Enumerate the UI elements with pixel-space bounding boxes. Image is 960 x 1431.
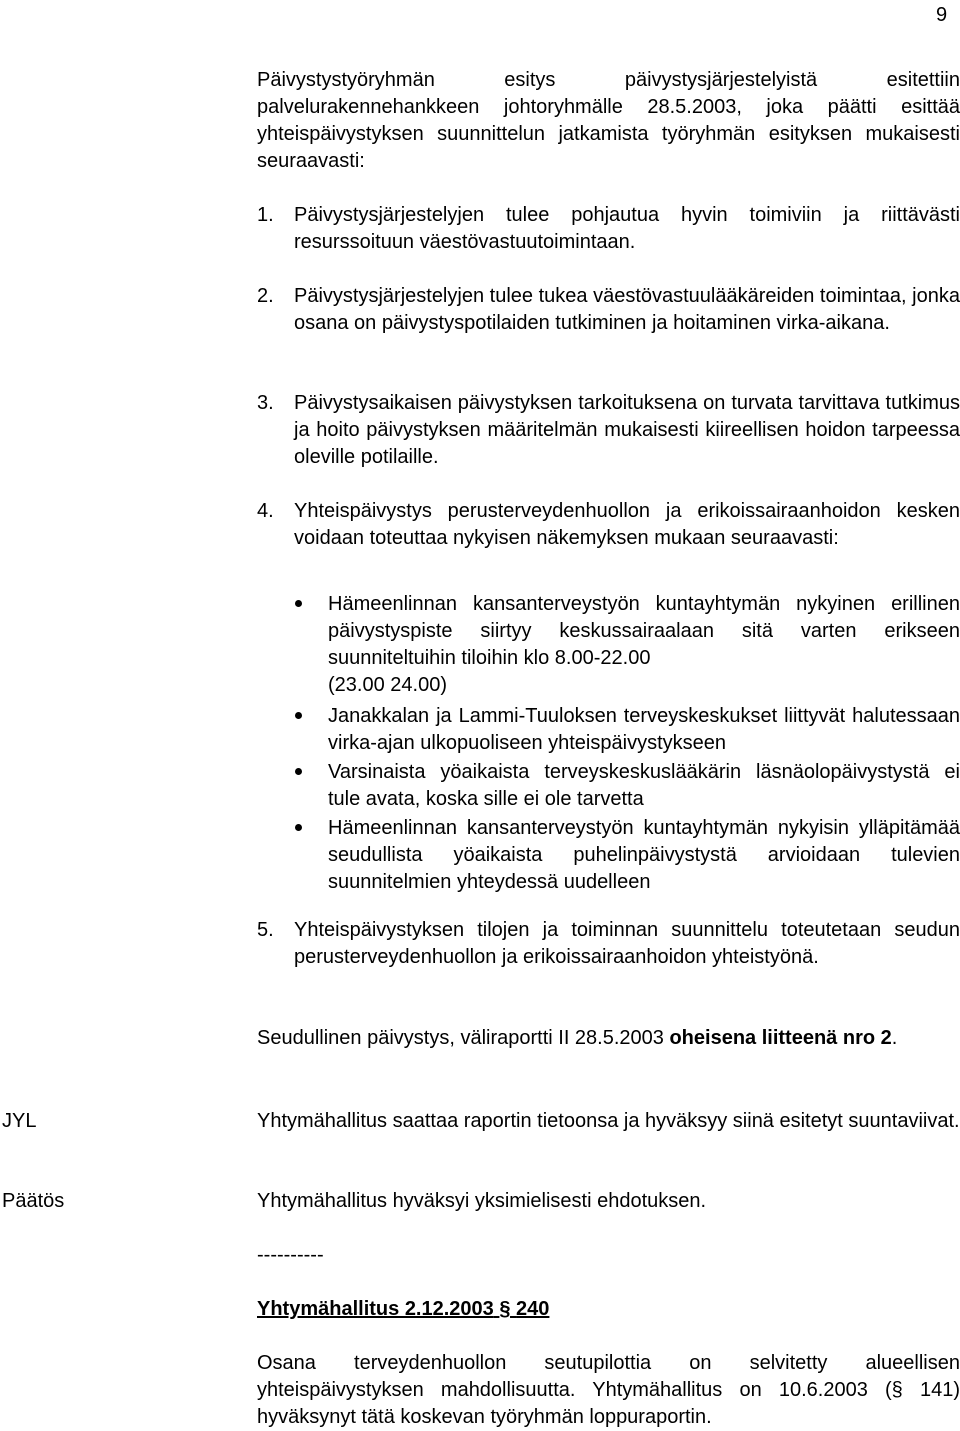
separator: ---------- [257, 1244, 324, 1266]
bullet-dot-icon [294, 759, 328, 813]
bullet-dot-icon [294, 591, 328, 699]
paatos-label: Päätös [2, 1190, 65, 1212]
item-text: Päivystysjärjestelyjen tulee pohjautua hyvin toimiviin ja riittävästi resurssoituun väestövastuutoimintaan. [294, 204, 960, 253]
page-number: 9 [936, 4, 948, 26]
bullet-text: Hämeenlinnan kansanterveystyön kuntayhtymän nykyisin ylläpitämää seudullista yöaikaista puhelinpäivystystä arvioidaan tulevien suunnitelmien yhteydessä uudelleen [328, 817, 960, 893]
final-paragraph: Osana terveydenhuollon seutupilottia on selvitetty alueellisen yhteispäivystyksen mahdollisuutta. Yhtymähallitus on 10.6.2003 (§ 141) hyväksynyt tätä koskevan työryhmän loppuraportin. [257, 1352, 960, 1428]
paatos-text: Yhtymähallitus hyväksyi yksimielisesti ehdotuksen. [257, 1190, 707, 1212]
item-text: Päivystysaikaisen päivystyksen tarkoituksena on turvata tarvittava tutkimus ja hoito päivystyksen määritelmän mukaisesti kiireellisen hoidon tarpeessa oleville potilaille. [294, 392, 960, 468]
section-heading: Yhtymähallitus 2.12.2003 § 240 [257, 1298, 550, 1320]
bullet-item [294, 759, 960, 813]
section-sign: § [499, 1298, 511, 1320]
item-number: 4. [257, 500, 274, 522]
bullet-text: Hämeenlinnan kansanterveystyön kuntayhtymän nykyinen erillinen päivystyspiste siirtyy keskussairaalaan sitä varten erikseen suunniteltuihin tiloihin klo 8.00-22.00 [328, 593, 960, 669]
jyl-label: JYL [2, 1110, 37, 1132]
list-item-4 [257, 498, 960, 552]
item-number: 2. [257, 285, 274, 307]
attachment-paragraph: Seudullinen päivystys, väliraportti II 28.5.2003 oheisena liitteenä nro 2. [257, 1027, 898, 1049]
item-number: 1. [257, 204, 274, 226]
item-text: Päivystysjärjestelyjen tulee tukea väestövastuulääkäreiden toimintaa, jonka osana on päivystyspotilaiden tutkiminen ja hoitaminen virka-aikana. [294, 285, 960, 334]
list-item-3 [257, 390, 960, 471]
bullet-item [294, 815, 960, 896]
bullet-dot-icon [294, 815, 328, 896]
bullet-extra: (23.00 24.00) [328, 674, 447, 696]
bullet-list [294, 591, 960, 896]
attachment-reference: oheisena liitteenä nro 2 [669, 1027, 892, 1049]
bullet-dot-icon [294, 703, 328, 757]
item-number: 3. [257, 392, 274, 414]
item-text: Yhteispäivystyksen tilojen ja toiminnan suunnittelu toteutetaan seudun perusterveydenhuollon ja erikoissairaanhoidon yhteistyönä. [294, 919, 960, 968]
list-item-2 [257, 283, 960, 337]
item-number: 5. [257, 919, 274, 941]
jyl-text: Yhtymähallitus saattaa raportin tietoonsa ja hyväksyy siinä esitetyt suuntaviivat. [257, 1110, 960, 1132]
bullet-text: Janakkalan ja Lammi-Tuuloksen terveyskeskukset liittyvät halutessaan virka-ajan ulkopuoliseen yhteispäivystykseen [328, 705, 960, 754]
list-item-1 [257, 202, 960, 256]
item-text: Yhteispäivystys perusterveydenhuollon ja erikoissairaanhoidon kesken voidaan toteuttaa nykyisen näkemyksen mukaan seuraavasti: [294, 500, 960, 549]
bullet-text: Varsinaista yöaikaista terveyskeskuslääkärin läsnäolopäivystystä ei tule avata, koska sille ei ole tarvetta [328, 761, 960, 810]
intro-paragraph: Päivystystyöryhmän esitys päivystysjärjestelyistä esitettiin palvelurakennehankkeen johtoryhmälle 28.5.2003, joka päätti esittää yhteispäivystyksen suunnittelun jatkamista työryhmän esityksen mukaisesti seuraavasti: [257, 69, 960, 172]
list-item-5 [257, 917, 960, 971]
bullet-item [294, 591, 960, 699]
bullet-item [294, 703, 960, 757]
